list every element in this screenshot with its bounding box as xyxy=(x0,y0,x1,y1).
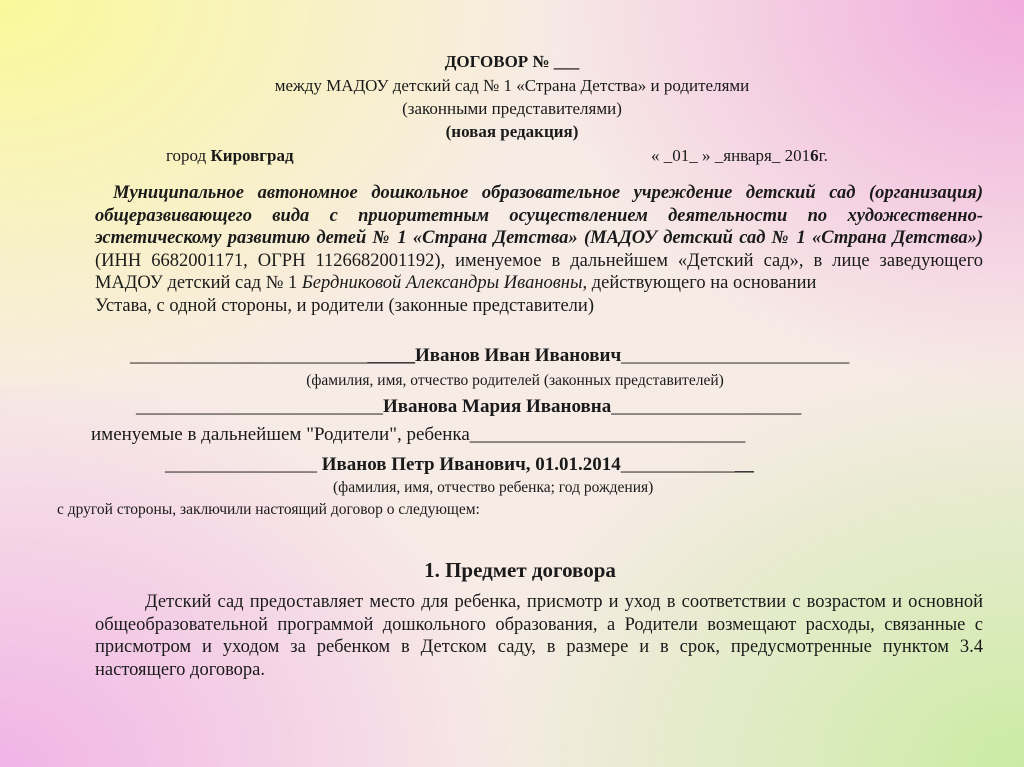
city-label: город xyxy=(166,146,207,165)
date-mid: » xyxy=(697,146,715,165)
other-side-line: с другой стороны, заключили настоящий договор о следующем: xyxy=(57,501,480,518)
child-underscore-tail: __ xyxy=(734,454,754,475)
child-caption: (фамилия, имя, отчество ребенка; год рождения) xyxy=(333,479,654,496)
parent-caption: (фамилия, имя, отчество родителей (законных представителей) xyxy=(306,372,724,389)
section-1-title: 1. Предмет договора xyxy=(424,558,616,582)
inn-ogrn-text: (ИНН 6682001171, ОГРН 1126682001192), именуемое в дальнейшем «Детский сад», в лице заведующего МАДОУ детский сад № 1 xyxy=(95,250,983,293)
date-year-bold: 6 xyxy=(810,146,819,165)
date-month: _января_ xyxy=(714,146,781,165)
date-year-pre: 201 xyxy=(780,146,811,165)
child-underscore-post: ____________ xyxy=(620,454,735,475)
parent-2-underscore-pre: __________________________ xyxy=(136,396,383,417)
named-parents-line: именуемые в дальнейшем "Родители", ребенка_____________________________ xyxy=(91,424,746,445)
contract-subtitle-2: (законными представителями) xyxy=(402,99,622,118)
director-name: Бердниковой Александры Ивановны xyxy=(301,273,583,293)
intro-last-line: Устава, с одной стороны, и родители (законные представители) xyxy=(95,295,594,316)
edition-note: (новая редакция) xyxy=(445,122,579,141)
parent-2-underscore-post: ____________________ xyxy=(611,396,802,417)
child-name-birth: Иванов Петр Иванович, 01.01.2014 xyxy=(321,454,621,475)
date-day: _01_ xyxy=(663,146,698,165)
date-prefix: « xyxy=(651,146,664,165)
contract-title: ДОГОВОР № ___ xyxy=(444,52,580,71)
contract-subtitle: между МАДОУ детский сад № 1 «Страна Детства» и родителями xyxy=(274,76,750,95)
child-underscore-pre: ________________ xyxy=(165,454,322,475)
contract-date xyxy=(651,146,828,166)
organization-name: Муниципальное автономное дошкольное образовательное учреждение детский сад (организация) общеразвивающего вида с приоритетным осуществлением деятельности по художественно-эстетическому развитию детей № 1 «Страна Детства» (МАДОУ детский сад № 1 «Страна Детства») xyxy=(95,183,983,248)
section-1-body: Детский сад предоставляет место для ребенка, присмотр и уход в соответствии с возрастом и основной общеобразовательной программой дошкольного образования, а Родители возмещают расходы, связанные с присмотром и уходом за ребенком в Детском саду, в размере и в срок, предусмотренные пунктом 3.4 настоящего договора. xyxy=(95,592,983,680)
parent-2-line xyxy=(136,396,801,418)
parent-1-name: _____Иванов Иван Иванович xyxy=(367,345,622,366)
parent-1-underscore-pre: _________________________ xyxy=(130,345,368,366)
intro-paragraph xyxy=(95,182,983,317)
child-line xyxy=(165,454,754,476)
parent-2-name: Иванова Мария Ивановна xyxy=(383,396,612,417)
parent-1-underscore-post: ________________________ xyxy=(621,345,850,366)
after-director-text: , действующего на основании xyxy=(582,273,817,293)
city-name: Кировград xyxy=(210,146,294,165)
parent-1-line xyxy=(130,345,849,367)
city-line xyxy=(166,146,294,166)
date-year-suffix: г. xyxy=(818,146,828,165)
